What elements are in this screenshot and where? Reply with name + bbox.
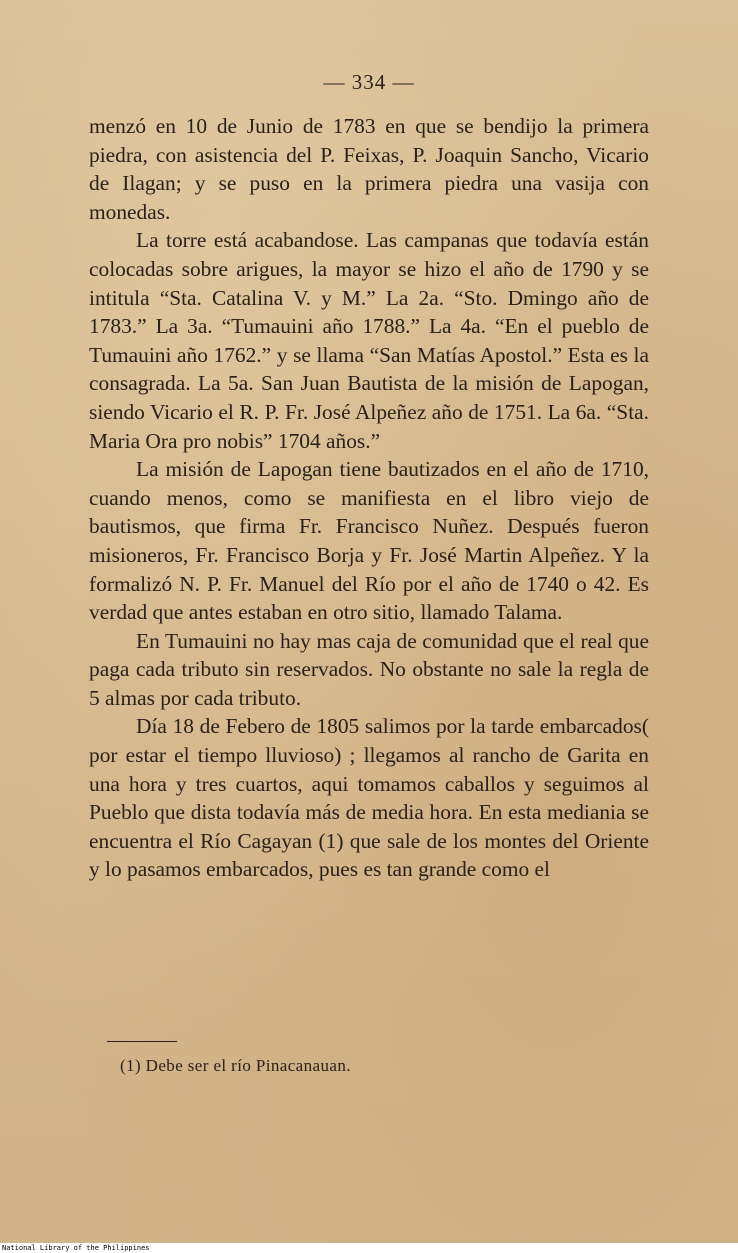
paragraph-bells: La torre está acabandose. Las campanas que todavía están colocadas sobre arigues, la mayor se hizo el año de 1790 y se intitula “Sta. Catalina V. y M.” La 2a. “Sto. Dmingo año de 1783.” La 3a. “Tumauini año 1788.” La 4a. “En el pueblo de Tumauini año 1762.” y se llama “San Matías Apostol.” Esta es la consagrada. La 5a. San Juan Bautista de la misión de Lapogan, siendo Vicario el R. P. Fr. José Alpeñez año de 1751. La 6a. “Sta. Maria Ora pro nobis” 1704 años.” [89,228,649,453]
paragraph-continuation: menzó en 10 de Junio de 1783 en que se bendijo la primera piedra, con asistencia del P. Feixas, P. Joaquin Sancho, Vicario de Ilagan; y se puso en la primera piedra una vasija con monedas. [89,114,649,224]
footnote-divider [107,1041,177,1042]
library-watermark-label: National Library of the Philippines [2,1244,150,1252]
paragraph-journey: Día 18 de Febero de 1805 salimos por la tarde embarcados( por estar el tiempo lluvioso) ; llegamos al rancho de Garita en una hora y tres cuartos, aqui tomamos caballos y seguimos al Pueblo que dista todavía más de media hora. En esta mediania se encuentra el Río Cagayan (1) que sale de los montes del Oriente y lo pasamos embarcados, pues es tan grande como el [89,714,649,882]
paragraph-community-fund: En Tumauini no hay mas caja de comunidad que el real que paga cada tributo sin reservados. No obstante no sale la regla de 5 almas por cada tributo. [89,628,649,710]
paragraph-lapogan-mission: La misión de Lapogan tiene bautizados en el año de 1710, cuando menos, como se manifiesta en el libro viejo de bautismos, que firma Fr. Francisco Nuñez. Después fueron misioneros, Fr. Francisco Borja y Fr. José Martin Alpeñez. Y la formalizó N. P. Fr. Manuel del Río por el año de 1740 o 42. Es verdad que antes estaban en otro sitio, llamado Talama. [89,457,649,625]
footnote: (1) Debe ser el río Pinacanauan. [120,1056,351,1075]
body-text [89,112,649,884]
page-number: — 334 — [323,70,415,94]
